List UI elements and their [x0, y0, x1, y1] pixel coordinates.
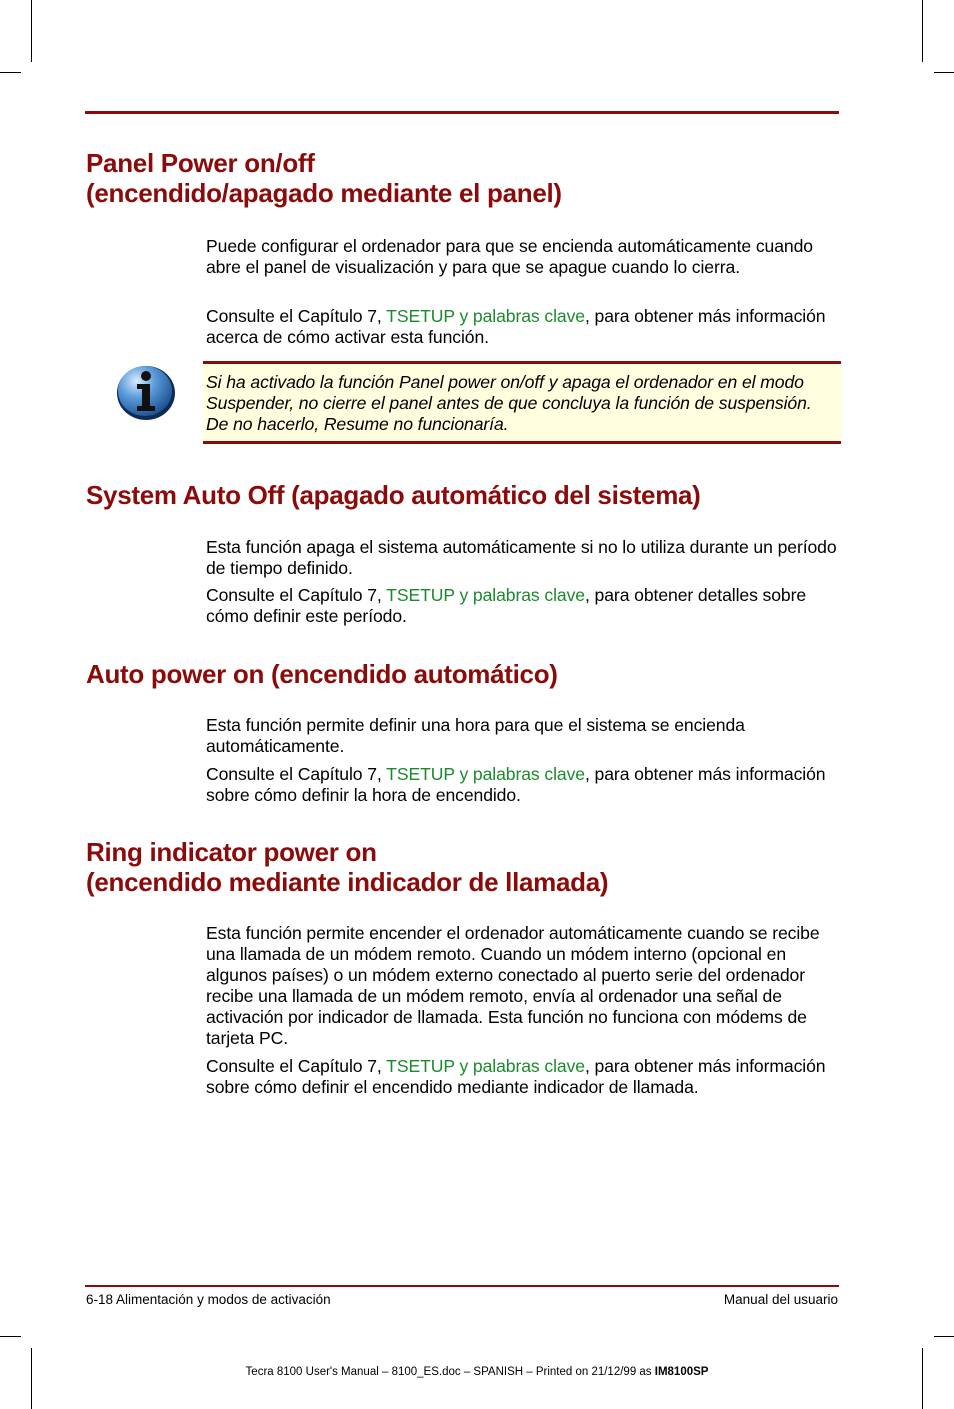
heading-line: Ring indicator power on — [86, 837, 377, 867]
tsetup-link[interactable]: TSETUP y palabras clave — [386, 585, 585, 605]
crop-mark — [934, 72, 954, 73]
paragraph-text: , para obtener más información acerca de cómo activar esta función. — [206, 306, 826, 347]
crop-mark — [934, 1336, 954, 1337]
heading-line: Auto power on (encendido automático) — [86, 659, 558, 689]
section-heading-panel-power — [86, 148, 562, 208]
note-box — [203, 361, 841, 444]
body-paragraph: Esta función permite encender el ordenador automáticamente cuando se recibe una llamada de un módem remoto. Cuando un módem interno (opcional en algunos países) o un módem externo conectado al puerto serie del ordenador recibe una llamada de un módem remoto, envía al ordenador una señal de activación por indicador de llamada. Esta función no funciona con módems de tarjeta PC. — [206, 923, 820, 1048]
crop-mark — [0, 1336, 21, 1337]
heading-line: System Auto Off (apagado automático del sistema) — [86, 480, 701, 510]
crop-mark — [922, 0, 923, 62]
body-paragraph — [206, 306, 838, 348]
note-text: Si ha activado la función Panel power on/off y apaga el ordenador en el modo Suspender, no cierre el panel antes de que concluya la función de suspensión. De no hacerlo, Resume no funcionaría. — [206, 372, 812, 434]
section-heading-system-auto-off — [86, 480, 701, 510]
body-paragraph — [206, 764, 838, 806]
tsetup-link[interactable]: TSETUP y palabras clave — [386, 1056, 585, 1076]
crop-mark — [31, 0, 32, 62]
print-info — [0, 1366, 954, 1378]
crop-mark — [0, 72, 21, 73]
print-info-code: IM8100SP — [654, 1366, 709, 1378]
tsetup-link[interactable]: TSETUP y palabras clave — [386, 764, 585, 784]
tsetup-link[interactable]: TSETUP y palabras clave — [386, 306, 585, 326]
paragraph-text: Consulte el Capítulo 7, — [206, 1056, 387, 1076]
heading-line: Panel Power on/off — [86, 148, 315, 178]
crop-mark — [922, 1348, 923, 1409]
paragraph-text: Consulte el Capítulo 7, — [206, 585, 387, 605]
footer-manual-title: Manual del usuario — [723, 1292, 838, 1307]
body-paragraph: Esta función apaga el sistema automáticamente si no lo utiliza durante un período de tiempo definido. — [206, 537, 837, 578]
paragraph-text: , para obtener detalles sobre cómo definir este período. — [206, 585, 807, 626]
print-info-text: Tecra 8100 User's Manual – 8100_ES.doc – SPANISH – Printed on 21/12/99 as — [245, 1366, 655, 1378]
body-paragraph: Esta función permite definir una hora para que el sistema se encienda automáticamente. — [206, 715, 745, 756]
crop-mark — [31, 1348, 32, 1409]
paragraph-text: Consulte el Capítulo 7, — [206, 764, 387, 784]
body-paragraph: Puede configurar el ordenador para que se encienda automáticamente cuando abre el panel de visualización y para que se apague cuando lo cierra. — [206, 236, 813, 277]
section-heading-ring-indicator — [86, 837, 608, 897]
body-paragraph — [206, 585, 838, 627]
footer-rule — [85, 1285, 839, 1287]
footer-page-section: 6-18 Alimentación y modos de activación — [86, 1292, 331, 1307]
header-rule — [85, 111, 839, 114]
heading-line: (encendido/apagado mediante el panel) — [86, 178, 562, 208]
paragraph-text: Consulte el Capítulo 7, — [206, 306, 387, 326]
heading-line: (encendido mediante indicador de llamada) — [86, 867, 609, 897]
paragraph-text: , para obtener más información sobre cómo definir la hora de encendido. — [206, 764, 826, 805]
body-paragraph — [206, 1056, 838, 1098]
section-heading-auto-power-on — [86, 659, 558, 689]
info-icon — [115, 362, 177, 422]
paragraph-text: , para obtener más información sobre cómo definir el encendido mediante indicador de llamada. — [206, 1056, 826, 1097]
